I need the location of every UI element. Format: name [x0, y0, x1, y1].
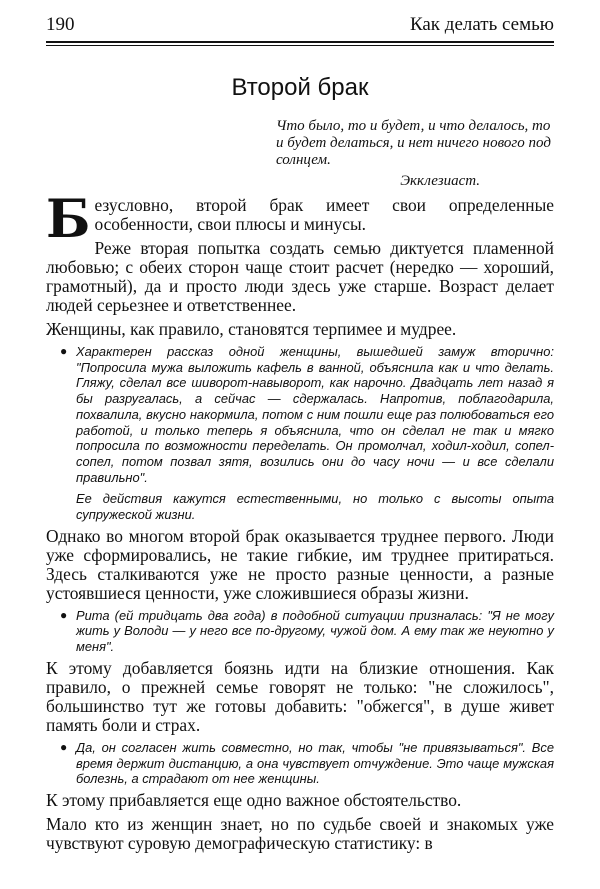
- paragraph: Женщины, как правило, становятся терпимее и мудрее.: [46, 319, 457, 339]
- header-rule-thin: [46, 45, 554, 46]
- paragraph: [46, 189, 554, 250]
- body-text: [46, 189, 554, 858]
- epigraph-author: Экклезиаст.: [400, 173, 480, 189]
- paragraph: Мало кто из женщин знает, но по судьбе своей и знакомых уже чувствуют суровую демографическую статистику: в: [46, 813, 554, 853]
- bullet-icon: ●: [60, 607, 68, 622]
- note-block: [60, 607, 554, 655]
- bullet-icon: ●: [60, 344, 68, 358]
- bullet-icon: ●: [60, 739, 68, 754]
- paragraph: Однако во многом второй брак оказывается труднее первого. Люди уже сформировались, не такие гибкие, им труднее притираться. Здесь сталкиваются уже не просто разные ценности, а разные устоявшиеся ценности, уже сложившиеся образы жизни.: [46, 525, 554, 603]
- paragraph: Реже вторая попытка создать семью диктуется пламенной любовью; с обеих сторон чаще стоит расчет (нередко — хороший, грамотный), да и просто люди здесь уже старше. Возраст делает людей серьезнее и ответственнее.: [46, 238, 554, 315]
- note-text: Рита (ей тридцать два года) в подобной ситуации призналась: "Я не могу жить у Володи — у него все по-другому, чужой дом. А ему так же неуютно у меня".: [76, 607, 554, 655]
- epigraph: [276, 118, 556, 190]
- running-title: Как делать семью: [409, 14, 554, 35]
- note-block: [60, 739, 554, 787]
- paragraph: К этому прибавляется еще одно важное обстоятельство.: [46, 789, 462, 810]
- note-comment: Ее действия кажутся естественными, но только с высоты опыта супружеской жизни.: [76, 491, 554, 523]
- page-header: [46, 14, 554, 38]
- paragraph: К этому добавляется боязнь идти на близкие отношения. Как правило, о прежней семье говорят не только: "не сложилось", большинство тут же готовы добавить: "обжегся", в душе живет память боли и страх.: [46, 657, 554, 735]
- note-text: Да, он согласен жить совместно, но так, чтобы "не привязываться". Все время держит дистанцию, а она чувствует отчуждение. Это чаще мужская болезнь, а страдают от нее женщины.: [76, 739, 554, 787]
- note-block: [60, 344, 554, 523]
- page-number: 190: [46, 14, 75, 35]
- epigraph-text: Что было, то и будет, и что делалось, то и будет делаться, и нет ничего нового под солнцем.: [276, 118, 551, 168]
- note-text: Характерен рассказ одной женщины, вышедшей замуж вторично: "Попросила мужа выложить кафель в ванной, объяснила как и что делать. Гляжу, сделал все шиворот-навыворот, как нарочно. Двадцать лет назад я бы разругалась, а сейчас — сдержалась. Напротив, поблагодарила, похвалила, вкусно накормила, потом с ним пошли еще раз полюбоваться его работой, и только теперь я объяснила, что он сделал не так и мягко попросила по возможности переделать. Он промолчал, ходил-ходил, сопел-сопел, потом позвал зятя, возились они до часу ночи — и все сделали правильно".: [76, 344, 554, 485]
- chapter-title: Второй брак: [231, 74, 369, 101]
- header-rule-thick: [46, 41, 554, 43]
- paragraph-text: езусловно, второй брак имеет свои определенные особенности, свои плюсы и минусы.: [94, 195, 554, 234]
- drop-cap: Б: [46, 189, 91, 250]
